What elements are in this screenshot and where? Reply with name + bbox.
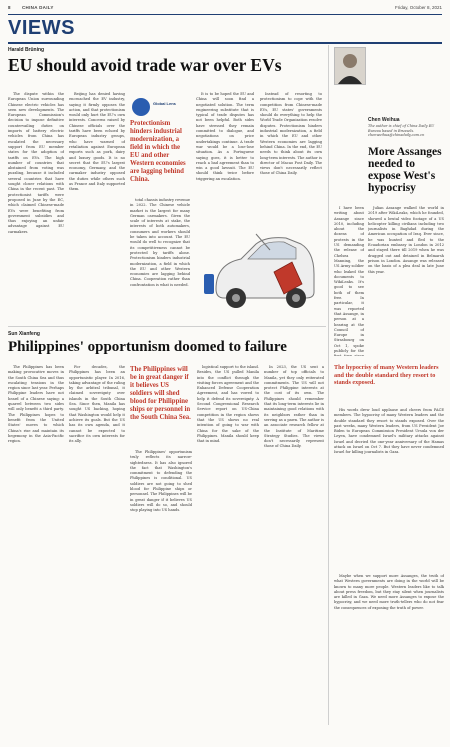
article-ph-column-4 (197, 365, 259, 737)
author-photo (334, 47, 366, 85)
global-lens-logo-icon (132, 98, 150, 116)
article-eu-column-3 (130, 198, 190, 320)
section-title: VIEWS (8, 17, 75, 39)
author-name: Chen Weihua (368, 117, 400, 123)
global-lens-label: Global Lens (153, 101, 176, 106)
article-right-column-2 (334, 206, 364, 356)
article-ph-byline: Sun Xianfeng (8, 331, 40, 337)
article-right-text-2: I have been writing about Assange since 2010, including about the dozens of protests in the US demanding the release of Chelsea Manning, the US Army soldier who leaked the documents to WikiLeaks. It's good to see both of them free. In particular, it was reported that Assange, in person at a hearing at the Council of Europe in Strasbourg on Oct 1, spoke publicly for the (334, 206, 364, 354)
header-rule (8, 14, 442, 15)
article-eu-byline: Harald Brüning (8, 47, 45, 53)
article-ph-column-1 (8, 365, 64, 737)
article-eu-column-1 (8, 92, 64, 320)
article-divider (8, 326, 326, 327)
article-eu-text-3: total chassis industry revenue in 2022. The Chinese vehicle market is the largest for many German carmakers. Given the scale of interests at stake, the interests of both automakers, consumers and workers should be taken into account. The EU would do well to recognize that its competitiveness cannot be protected by tariffs alone. Protectionism hinders industrial modernization, a field in which the EU and other Western economies are lagging behind China. Cooperation rather than confrontation is what is needed. (130, 198, 190, 287)
page-header (8, 5, 442, 13)
author-portrait-icon (335, 48, 365, 84)
article-right-text-3: His words drew loud applause and cheers from PACE members. The hypocrisy of many Western leaders and the double standard they resort to stands exposed. Over the past weeks, many Western leaders, from US President Joe Biden to European Commission President Ursula von der Leyen, have condemned Israel's military attacks against Israel and decried the one-year anniversary of the Hamas attack on Israel on Oct 7. But they have never condemned Israel for killing journalists in Gaza. (334, 408, 444, 455)
article-eu-text-4: It is to be hoped the EU and China will soon find a negotiated solution. The term engineering substitute that is typical of trade disputes has not been helpful. Both sides have stressed they remain committed to dialogue, and negotiations on price undertakings continue. A trade war would be a lose-lose situation. As a Portuguese saying goes, it is better to reach a bad agreement than to win a good lawsuit. The EU should think twice before triggering an escalation. (196, 92, 254, 181)
article-eu-text-1: The dispute within the European Union surrounding Chinese electric vehicles has seen new developments. The European Commission's decision to impose definitive countervailing duties on imports of battery electric vehicles from China has escalated the necessary support from EU member states for the adoption of tariffs on EVs. The high number of countries that abstained from voting was puzzling, because it included several countries that have sought closer relations with China in the recent past. The protectionist tariffs were proposed in June by the EC, which claimed Chinese-made EVs were benefiting from government subsidies and thus enjoying an unfair advantage against EU carmakers. (8, 92, 64, 234)
issue-date: Friday, October 8, 2021 (395, 5, 442, 10)
article-right-text-4: Maybe when we support more Assanges, the truth of what Western governments are doing in the world will be known to many more people. Western leaders like to talk about press freedom, but they stay silent when journalists are killed in Gaza. We need more Assanges to expose the hypocrisy, and we need more truth-tellers who do not fear the consequences of exposing the truth of power. (334, 574, 444, 610)
article-ph-column-3 (130, 450, 192, 737)
page-number: 8 (8, 5, 11, 10)
article-ph-text-5: In 2023, the US sent a number of top officials to Manila, yet they only reiterated commitments. The US will not protect Philippine interests at the cost of its own. The Philippines should remember that its long-term interests lie in maintaining good relations with its neighbors rather than in serving as a pawn. The author is an associate research fellow at the Institute of Maritime Strategy Studies. The views don't necessarily represent those of China Daily. (264, 365, 324, 449)
article-ph-headline: Philippines' opportunism doomed to failure (8, 339, 287, 355)
article-eu-column-2 (69, 92, 125, 320)
article-right-text-1: Julian Assange walked the world in 2019 after WikiLeaks, which he founded, showed a brutal video footage of a US helicopter killing civilians including two journalists in Baghdad during the American occupation of Iraq. Ever since, he was hunted and fled to the Ecuadorian embassy in London in 2012 and stayed there till 2019 when he was dragged out and detained in Belmarsh prison in London. Assange was released on the basis of a plea deal in late June this year. (368, 206, 444, 274)
brand-name: CHINA DAILY (22, 5, 54, 10)
article-eu-column-4 (196, 92, 254, 212)
article-ph-text-3: The Philippines' opportunism truly reflects its narrow-sightedness. It has also ignored the fact that Washington's commitment to defending the Philippines is conditional. US soldiers are not going to shed blood for Philippine ships or personnel. The Philippines will be in great danger if it believes US soldiers will do so, and should stop playing into US hands. (130, 450, 192, 513)
article-eu-illustration (196, 214, 324, 322)
article-right-column-1 (368, 206, 444, 358)
article-eu-text-2: Beijing has denied having encroached the EV industry, saying it firmly opposes the action, and that protectionism would only hurt the EU's own interests. Concerns raised by Chinese officials over the tariffs have been echoed by European industry groups, who have warned of retaliation against European exports such as pork, dairy and luxury goods. It is no secret that the EU's largest economy, Germany, and the carmaker industry opposed the duties while others such as France and Italy supported them. (69, 92, 125, 192)
article-ph-text-1: The Philippines has been making provocative moves in the South China Sea and thus escalating tensions in the region since last year. Perhaps Philippine leaders have not heard of a Chinese saying: a quarrel between two sides will only benefit a third party. The Philippines hopes to benefit from the United States' moves to which China's rise and maintain its hegemony in the Asia-Pacific region. (8, 365, 64, 444)
article-ph-pull-quote: The Philippines will be in great danger if it believes US soldiers will shed blood for Philippine ships or personnel in the South China Sea. (130, 366, 191, 421)
article-right-column-4 (334, 574, 444, 737)
article-ph-text-2: For decades, the Philippines has been an opportunistic player. In 2016, taking advantage of the ruling by the arbitral tribunal, it claimed sovereignty over islands in the South China Sea. Since then, Manila has sought US backing, hoping that Washington would help it achieve its goals. But the US has its own agenda, and it cannot be expected to sacrifice its own interests for its ally. (69, 365, 125, 444)
section-rule (8, 42, 442, 44)
article-ph-column-5 (264, 365, 324, 737)
article-right-headline: More Assanges needed to expose West's hypocrisy (368, 146, 442, 195)
article-eu-column-5 (260, 92, 322, 212)
article-eu-pull-quote: Protectionism hinders industrial modernization, a field in which the EU and other Western economies are lagging behind China. (130, 120, 186, 183)
electric-car-tariff-illustration (196, 214, 324, 322)
article-eu-text-5: Instead of resorting to protectionism to cope with the competition from Chinese-made EVs, EU states' governments should do everything to help the World Trade Organization resolve disputes. Protectionism hinders industrial modernization, a field in which the EU and other Western economies are lagging behind China. In the end, the EU needs to think about its own long-term interests. The author is director of Macao Post Daily. The views don't necessarily reflect those of China Daily. (260, 92, 322, 176)
article-ph-text-4: logistical support to the island. Besides, the US pulled Manila into the conflict through the visiting forces agreement and the Enhanced Defense Cooperation Agreement, and has vowed to help it defend its sovereignty. A Second Congressional Research Service report on US-China competition in the region shows that the US shows no real intention of going to war with China for the sake of the Philippines. Manila should keep that in mind. (197, 365, 259, 444)
article-eu-headline: EU should avoid trade war over EVs (8, 55, 282, 75)
column-divider (328, 45, 329, 725)
article-right-pull-quote: The hypocrisy of many Western leaders and the double standard they resort to stands exposed. (334, 364, 439, 386)
author-description: The author is chief of China Daily EU Bureau based in Brussels. chenweihua@chinadaily.com.cn (368, 124, 435, 138)
article-ph-column-2 (69, 365, 125, 737)
article-right-column-3 (334, 408, 444, 568)
